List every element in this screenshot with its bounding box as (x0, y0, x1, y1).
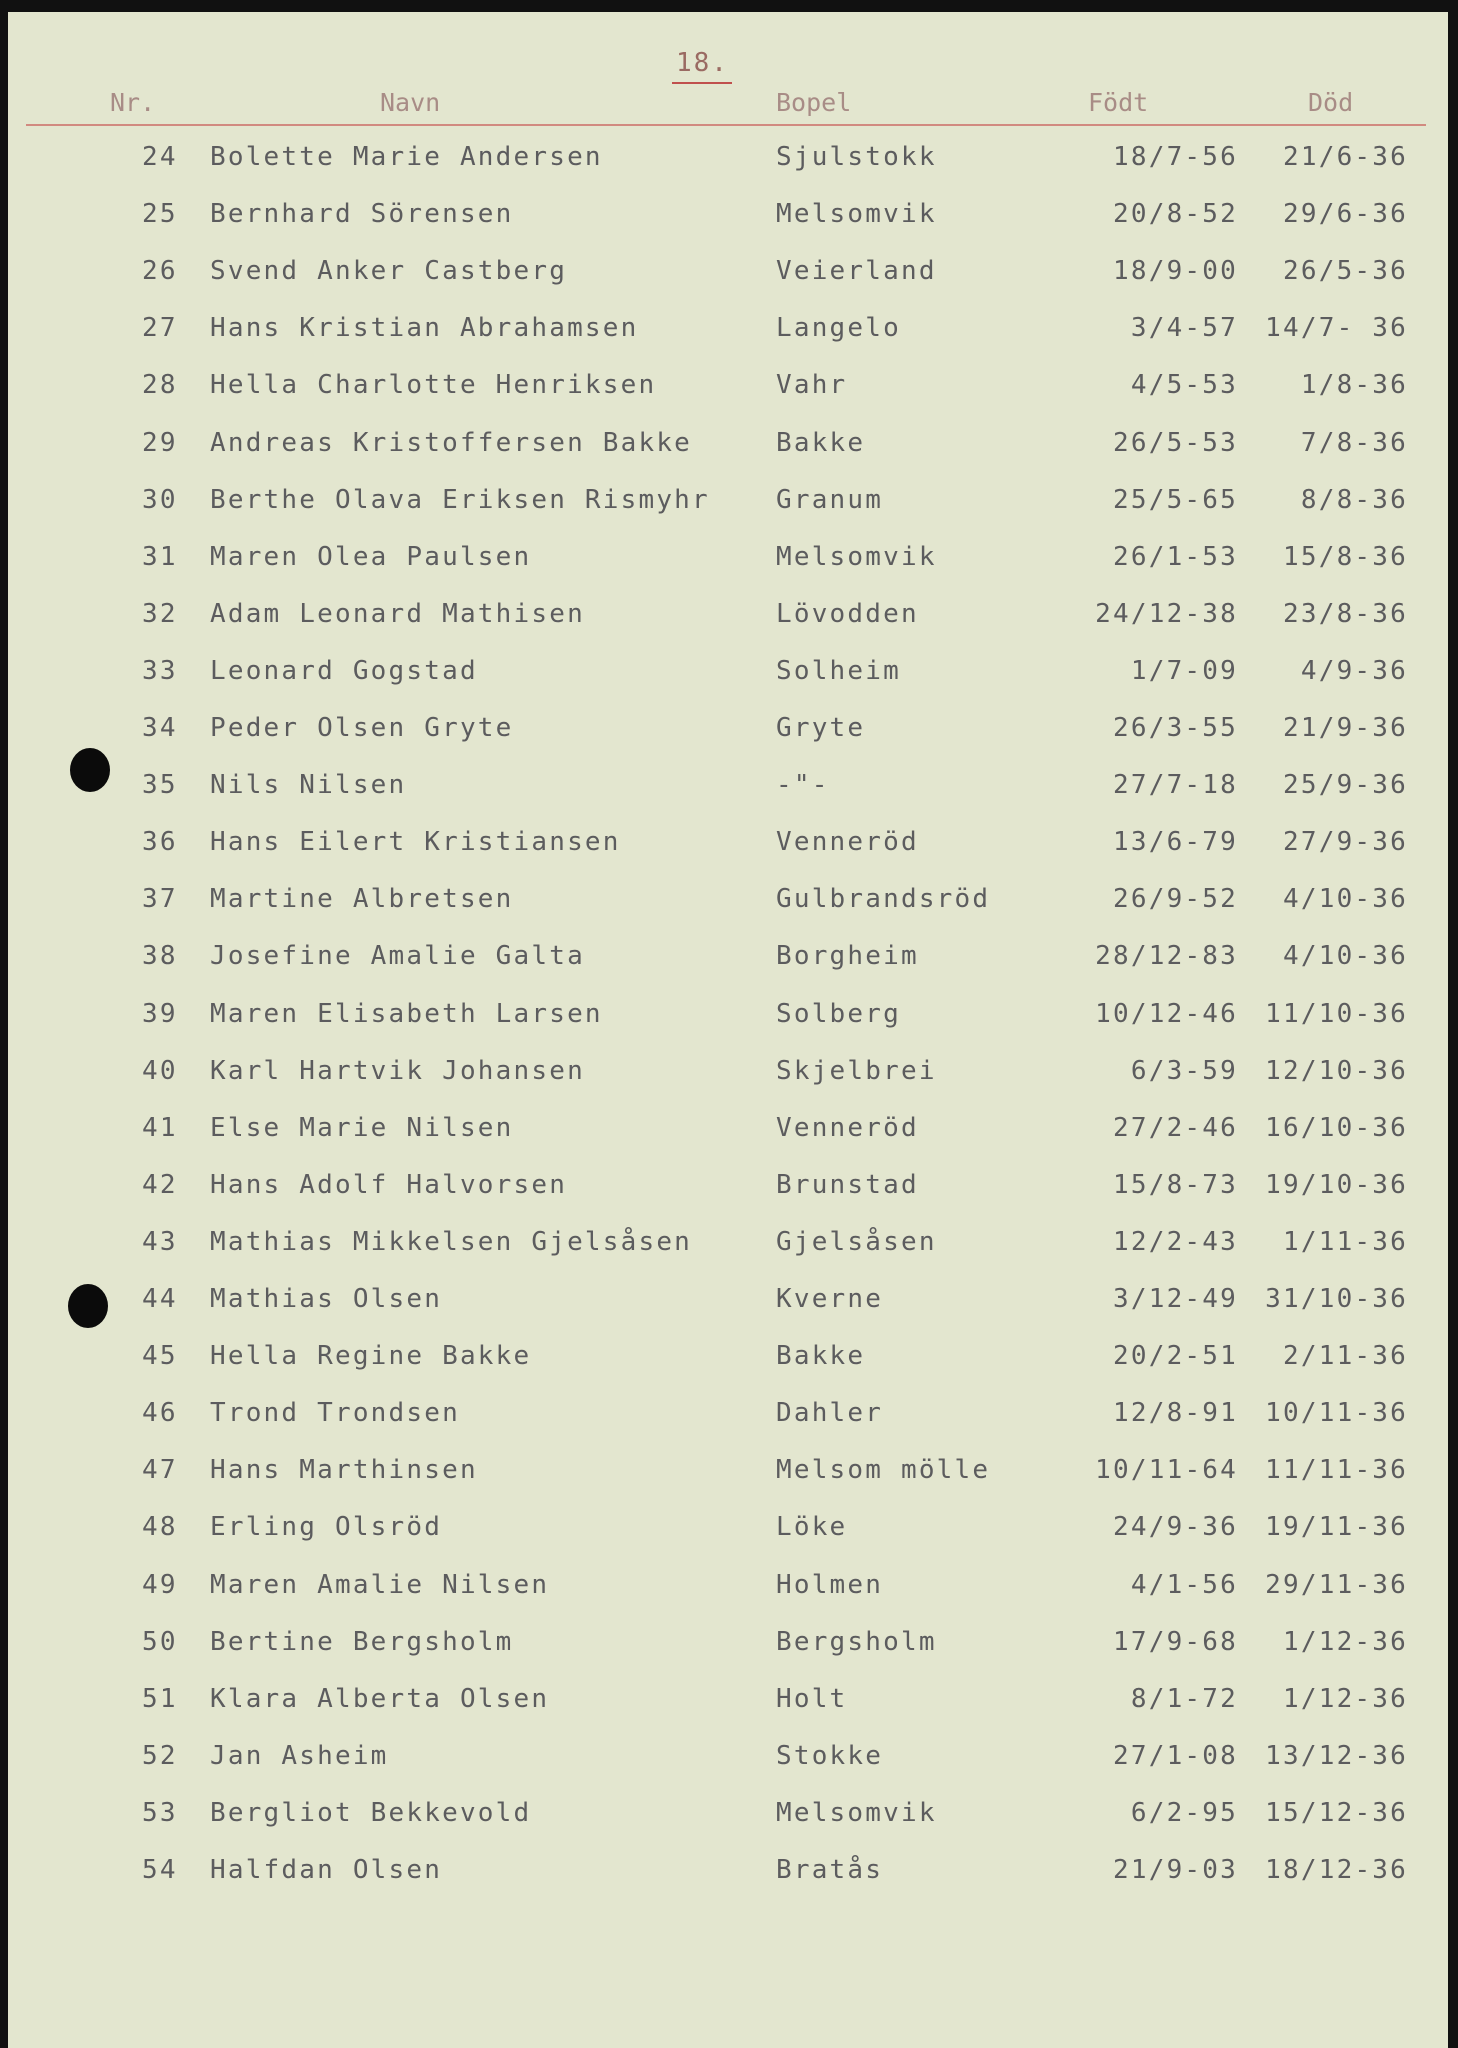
row-nr: 38 (142, 941, 178, 972)
row-born: 3/12-49 (1113, 1284, 1238, 1314)
row-died: 31/10-36 (1265, 1284, 1408, 1314)
row-born: 8/1-72 (1130, 1683, 1238, 1714)
row-born: 17/9-68 (1113, 1626, 1238, 1657)
row-place: Gulbrandsröd (776, 884, 991, 915)
row-died: 4/10-36 (1283, 884, 1408, 915)
table-row (8, 1512, 1448, 1556)
row-died: 7/8-36 (1300, 427, 1408, 458)
row-name: Maren Elisabeth Larsen (210, 998, 603, 1029)
row-died: 8/8-36 (1300, 484, 1408, 515)
row-name: Hella Regine Bakke (210, 1341, 532, 1372)
row-born: 10/11-64 (1095, 1455, 1238, 1486)
punch-hole (70, 748, 110, 792)
row-nr: 53 (142, 1797, 178, 1828)
row-nr: 32 (142, 598, 178, 629)
row-born: 1/7-09 (1130, 655, 1238, 686)
table-row (8, 542, 1448, 586)
row-born: 26/9-52 (1113, 884, 1238, 915)
row-place: Gjelsåsen (776, 1226, 937, 1257)
row-born: 6/2-95 (1130, 1797, 1238, 1828)
row-place: Borgheim (776, 941, 919, 972)
header-name: Navn (380, 88, 441, 117)
row-born: 18/9-00 (1113, 256, 1238, 287)
row-born: 25/5-65 (1113, 484, 1238, 515)
row-name: Peder Olsen Gryte (210, 713, 514, 743)
table-row (8, 1627, 1448, 1671)
table-row (8, 1341, 1448, 1385)
row-born: 12/8-91 (1113, 1398, 1238, 1429)
row-name: Erling Olsröd (210, 1512, 443, 1543)
table-header (8, 84, 1448, 120)
table-row (8, 599, 1448, 643)
row-died: 18/12-36 (1265, 1855, 1408, 1885)
table-row (8, 256, 1448, 300)
row-nr: 52 (142, 1740, 178, 1771)
row-nr: 27 (142, 313, 178, 344)
row-died: 1/11-36 (1283, 1226, 1408, 1257)
row-name: Hans Adolf Halvorsen (210, 1169, 568, 1200)
row-nr: 44 (142, 1284, 178, 1314)
row-died: 1/8-36 (1300, 370, 1408, 401)
row-nr: 37 (142, 884, 178, 915)
row-name: Bertine Bergsholm (210, 1626, 514, 1657)
row-name: Bernhard Sörensen (210, 199, 514, 230)
row-nr: 33 (142, 655, 178, 686)
row-born: 27/7-18 (1113, 770, 1238, 801)
row-name: Hans Eilert Kristiansen (210, 827, 621, 858)
row-born: 21/9-03 (1113, 1855, 1238, 1885)
row-place: Kverne (776, 1284, 884, 1314)
header-place: Bopel (776, 88, 852, 117)
row-place: Melsomvik (776, 199, 937, 230)
row-name: Trond Trondsen (210, 1398, 460, 1429)
row-died: 4/9-36 (1300, 655, 1408, 686)
row-name: Hans Marthinsen (210, 1455, 478, 1486)
row-nr: 42 (142, 1169, 178, 1200)
row-nr: 50 (142, 1626, 178, 1657)
table-row (8, 1455, 1448, 1499)
row-place: Melsomvik (776, 1797, 937, 1828)
table-row (8, 485, 1448, 529)
row-place: Granum (776, 484, 884, 515)
table-row (8, 884, 1448, 928)
row-nr: 47 (142, 1455, 178, 1486)
row-died: 16/10-36 (1265, 1112, 1408, 1143)
row-nr: 31 (142, 541, 178, 572)
row-name: Leonard Gogstad (210, 655, 478, 686)
row-died: 21/6-36 (1283, 142, 1408, 172)
row-died: 11/10-36 (1265, 998, 1408, 1029)
row-nr: 30 (142, 484, 178, 515)
row-place: Stokke (776, 1740, 884, 1771)
row-nr: 41 (142, 1112, 178, 1143)
row-nr: 43 (142, 1226, 178, 1257)
row-name: Karl Hartvik Johansen (210, 1055, 585, 1086)
row-place: Brunstad (776, 1169, 919, 1200)
table-row (8, 770, 1448, 814)
row-died: 1/12-36 (1283, 1626, 1408, 1657)
table-row (8, 1741, 1448, 1785)
row-place: Venneröd (776, 1112, 919, 1143)
row-born: 28/12-83 (1095, 941, 1238, 972)
row-name: Halfdan Olsen (210, 1855, 443, 1885)
row-born: 15/8-73 (1113, 1169, 1238, 1200)
table-row (8, 370, 1448, 414)
row-born: 10/12-46 (1095, 998, 1238, 1029)
row-place: Bakke (776, 1341, 866, 1372)
row-name: Andreas Kristoffersen Bakke (210, 427, 693, 458)
table-row (8, 656, 1448, 700)
row-died: 13/12-36 (1265, 1740, 1408, 1771)
row-died: 2/11-36 (1283, 1341, 1408, 1372)
row-place: Dahler (776, 1398, 884, 1429)
row-died: 25/9-36 (1283, 770, 1408, 801)
row-place: Skjelbrei (776, 1055, 937, 1086)
header-nr: Nr. (110, 88, 156, 117)
row-place: Sjulstokk (776, 142, 937, 172)
table-row (8, 1570, 1448, 1614)
row-place: Langelo (776, 313, 901, 344)
row-nr: 24 (142, 142, 178, 172)
row-name: Klara Alberta Olsen (210, 1683, 550, 1714)
row-born: 20/8-52 (1113, 199, 1238, 230)
row-name: Maren Olea Paulsen (210, 541, 532, 572)
row-born: 4/1-56 (1130, 1569, 1238, 1600)
row-nr: 46 (142, 1398, 178, 1429)
table-row (8, 1284, 1448, 1328)
row-born: 6/3-59 (1130, 1055, 1238, 1086)
row-nr: 34 (142, 713, 178, 743)
row-place: Melsomvik (776, 541, 937, 572)
row-place: Solheim (776, 655, 901, 686)
row-born: 26/5-53 (1113, 427, 1238, 458)
row-name: Mathias Mikkelsen Gjelsåsen (210, 1226, 693, 1257)
row-name: Nils Nilsen (210, 770, 407, 801)
row-died: 15/8-36 (1283, 541, 1408, 572)
row-born: 27/2-46 (1113, 1112, 1238, 1143)
row-name: Svend Anker Castberg (210, 256, 568, 287)
row-died: 19/10-36 (1265, 1169, 1408, 1200)
table-row (8, 1056, 1448, 1100)
row-born: 4/5-53 (1130, 370, 1238, 401)
row-nr: 45 (142, 1341, 178, 1372)
row-place: Veierland (776, 256, 937, 287)
table-row (8, 1398, 1448, 1442)
row-place: Bratås (776, 1855, 884, 1885)
row-born: 12/2-43 (1113, 1226, 1238, 1257)
row-died: 12/10-36 (1265, 1055, 1408, 1086)
row-place: Holt (776, 1683, 848, 1714)
row-died: 26/5-36 (1283, 256, 1408, 287)
row-nr: 25 (142, 199, 178, 230)
page-number: 18. (676, 48, 729, 78)
row-place: Melsom mölle (776, 1455, 991, 1486)
table-row (8, 999, 1448, 1043)
row-born: 20/2-51 (1113, 1341, 1238, 1372)
row-born: 3/4-57 (1130, 313, 1238, 344)
row-nr: 36 (142, 827, 178, 858)
row-name: Bergliot Bekkevold (210, 1797, 532, 1828)
row-place: Bergsholm (776, 1626, 937, 1657)
row-place: -"- (776, 770, 830, 801)
table-row (8, 428, 1448, 472)
row-place: Vahr (776, 370, 848, 401)
row-died: 14/7- 36 (1265, 313, 1408, 344)
row-born: 24/12-38 (1095, 598, 1238, 629)
row-died: 29/11-36 (1265, 1569, 1408, 1600)
row-name: Mathias Olsen (210, 1284, 443, 1314)
row-place: Solberg (776, 998, 901, 1029)
row-died: 4/10-36 (1283, 941, 1408, 972)
row-nr: 28 (142, 370, 178, 401)
row-died: 1/12-36 (1283, 1683, 1408, 1714)
row-died: 23/8-36 (1283, 598, 1408, 629)
row-nr: 40 (142, 1055, 178, 1086)
header-died: Död (1308, 88, 1354, 117)
row-died: 10/11-36 (1265, 1398, 1408, 1429)
row-died: 21/9-36 (1283, 713, 1408, 743)
row-place: Gryte (776, 713, 866, 743)
document-page (8, 12, 1448, 2048)
row-died: 11/11-36 (1265, 1455, 1408, 1486)
table-row (8, 1855, 1448, 1899)
row-place: Holmen (776, 1569, 884, 1600)
row-born: 18/7-56 (1113, 142, 1238, 172)
row-died: 29/6-36 (1283, 199, 1408, 230)
row-name: Adam Leonard Mathisen (210, 598, 585, 629)
table-row (8, 1227, 1448, 1271)
row-name: Hella Charlotte Henriksen (210, 370, 657, 401)
row-born: 26/3-55 (1113, 713, 1238, 743)
header-born: Födt (1088, 88, 1149, 117)
row-name: Hans Kristian Abrahamsen (210, 313, 639, 344)
table-row (8, 827, 1448, 871)
table-row (8, 713, 1448, 757)
table-row (8, 199, 1448, 243)
row-name: Bolette Marie Andersen (210, 142, 603, 172)
table-row (8, 941, 1448, 985)
row-born: 13/6-79 (1113, 827, 1238, 858)
row-name: Jan Asheim (210, 1740, 389, 1771)
table-row (8, 1113, 1448, 1157)
table-row (8, 1798, 1448, 1842)
row-name: Else Marie Nilsen (210, 1112, 514, 1143)
row-nr: 51 (142, 1683, 178, 1714)
row-nr: 35 (142, 770, 178, 801)
table-row (8, 142, 1448, 186)
row-died: 27/9-36 (1283, 827, 1408, 858)
row-name: Maren Amalie Nilsen (210, 1569, 550, 1600)
row-place: Bakke (776, 427, 866, 458)
table-row (8, 1170, 1448, 1214)
row-born: 27/1-08 (1113, 1740, 1238, 1771)
punch-hole (68, 1284, 108, 1328)
row-born: 24/9-36 (1113, 1512, 1238, 1543)
row-name: Berthe Olava Eriksen Rismyhr (210, 484, 710, 515)
row-died: 19/11-36 (1265, 1512, 1408, 1543)
row-died: 15/12-36 (1265, 1797, 1408, 1828)
header-rule (26, 124, 1426, 126)
row-nr: 39 (142, 998, 178, 1029)
row-place: Löke (776, 1512, 848, 1543)
row-place: Lövodden (776, 598, 919, 629)
row-nr: 54 (142, 1855, 178, 1885)
row-name: Josefine Amalie Galta (210, 941, 585, 972)
row-nr: 48 (142, 1512, 178, 1543)
row-place: Venneröd (776, 827, 919, 858)
table-row (8, 313, 1448, 357)
row-nr: 29 (142, 427, 178, 458)
row-nr: 49 (142, 1569, 178, 1600)
row-nr: 26 (142, 256, 178, 287)
table-row (8, 1684, 1448, 1728)
row-name: Martine Albretsen (210, 884, 514, 915)
row-born: 26/1-53 (1113, 541, 1238, 572)
